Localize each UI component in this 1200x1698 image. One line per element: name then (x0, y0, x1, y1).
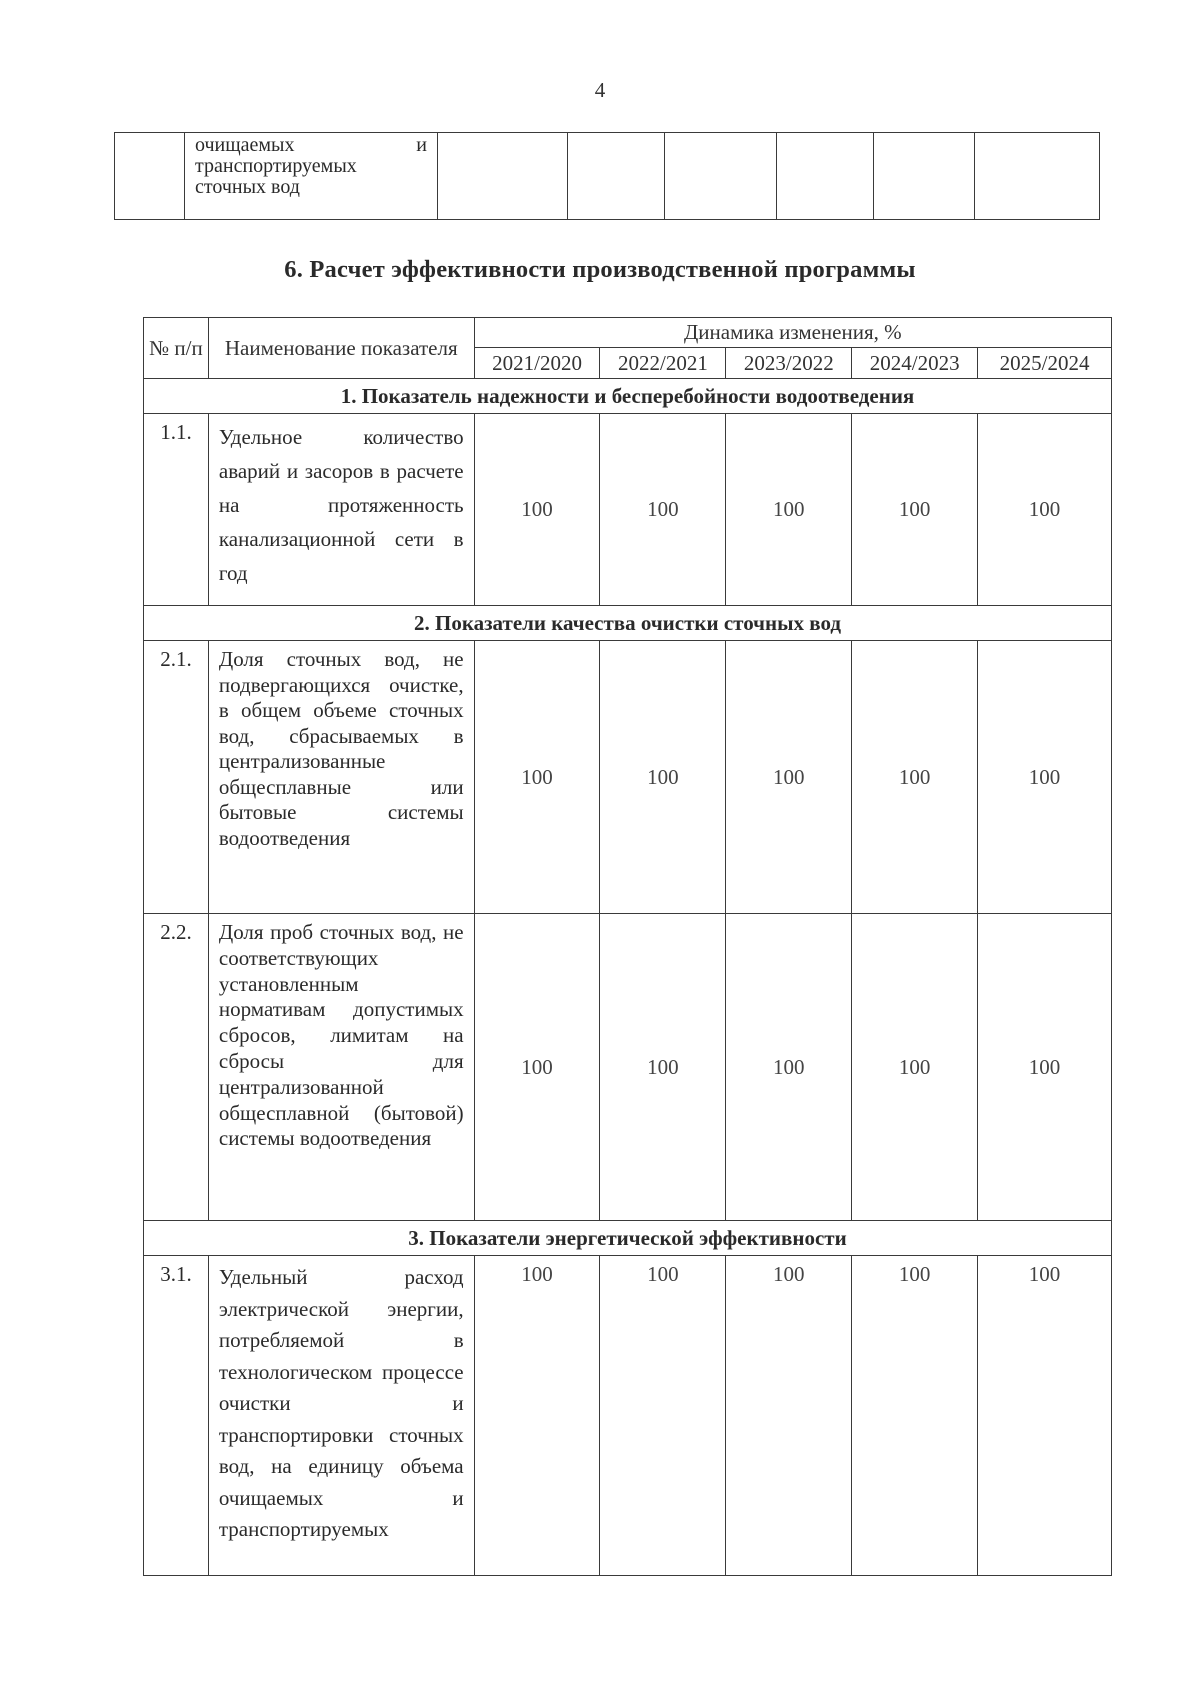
header-dynamics: Динамика изменения, % (474, 318, 1111, 348)
header-year: 2025/2024 (978, 348, 1112, 379)
row-name: Удельный расход электрической энергии, потребляемой в технологическом процессе очистки и транспортировки сточных вод, на единицу объема очищаемых и транспортируемых (208, 1256, 474, 1576)
group-row (144, 606, 1112, 641)
row-num: 3.1. (144, 1256, 209, 1576)
carryover-cell-6 (975, 133, 1100, 220)
header-row-1 (144, 318, 1112, 348)
header-year: 2024/2023 (852, 348, 978, 379)
table-row (144, 414, 1112, 606)
row-value: 100 (600, 1256, 726, 1576)
group-title: 1. Показатель надежности и бесперебойности водоотведения (144, 379, 1112, 414)
table-row (144, 1256, 1112, 1576)
row-value: 100 (474, 914, 600, 1221)
row-value: 100 (852, 641, 978, 914)
row-value: 100 (978, 914, 1112, 1221)
table-row (144, 641, 1112, 914)
carryover-cell-4 (777, 133, 874, 220)
carryover-cell-2 (568, 133, 665, 220)
efficiency-table (143, 317, 1112, 1576)
row-value: 100 (726, 414, 852, 606)
row-value: 100 (474, 414, 600, 606)
header-year: 2022/2021 (600, 348, 726, 379)
row-num: 2.2. (144, 914, 209, 1221)
row-value: 100 (978, 414, 1112, 606)
carryover-cell-1 (438, 133, 568, 220)
row-value: 100 (600, 641, 726, 914)
row-value: 100 (474, 641, 600, 914)
row-value: 100 (852, 1256, 978, 1576)
header-num: № п/п (144, 318, 209, 379)
group-row (144, 379, 1112, 414)
carryover-num-cell (115, 133, 185, 220)
header-year: 2021/2020 (474, 348, 600, 379)
row-value: 100 (978, 641, 1112, 914)
row-value: 100 (852, 914, 978, 1221)
table-row (144, 914, 1112, 1221)
header-name: Наименование показателя (208, 318, 474, 379)
row-value: 100 (726, 641, 852, 914)
carryover-name-cell (185, 133, 438, 220)
row-value: 100 (978, 1256, 1112, 1576)
row-value: 100 (474, 1256, 600, 1576)
group-row (144, 1221, 1112, 1256)
row-num: 1.1. (144, 414, 209, 606)
carryover-cell-5 (874, 133, 975, 220)
carryover-cell-3 (665, 133, 777, 220)
carryover-table (114, 132, 1100, 220)
row-num: 2.1. (144, 641, 209, 914)
row-value: 100 (726, 1256, 852, 1576)
row-value: 100 (726, 914, 852, 1221)
group-title: 3. Показатели энергетической эффективности (144, 1221, 1112, 1256)
carryover-name: очищаемых и транспортируемых сточных вод (195, 134, 427, 198)
page-number: 4 (594, 78, 606, 102)
row-name: Доля сточных вод, не подвергающихся очистке, в общем объеме сточных вод, сбрасываемых в централизованные общесплавные или бытовые системы водоотведения (208, 641, 474, 914)
row-name: Удельное количество аварий и засоров в расчете на протяженность канализационной сети в год (208, 414, 474, 606)
carryover-row (115, 133, 1100, 220)
row-name: Доля проб сточных вод, не соответствующих установленным нормативам допустимых сбросов, лимитам на сбросы для централизованной общесплавной (бытовой) системы водоотведения (208, 914, 474, 1221)
row-value: 100 (852, 414, 978, 606)
section-title: 6. Расчет эффективности производственной программы (284, 256, 916, 283)
row-value: 100 (600, 414, 726, 606)
group-title: 2. Показатели качества очистки сточных вод (144, 606, 1112, 641)
row-value: 100 (600, 914, 726, 1221)
header-year: 2023/2022 (726, 348, 852, 379)
